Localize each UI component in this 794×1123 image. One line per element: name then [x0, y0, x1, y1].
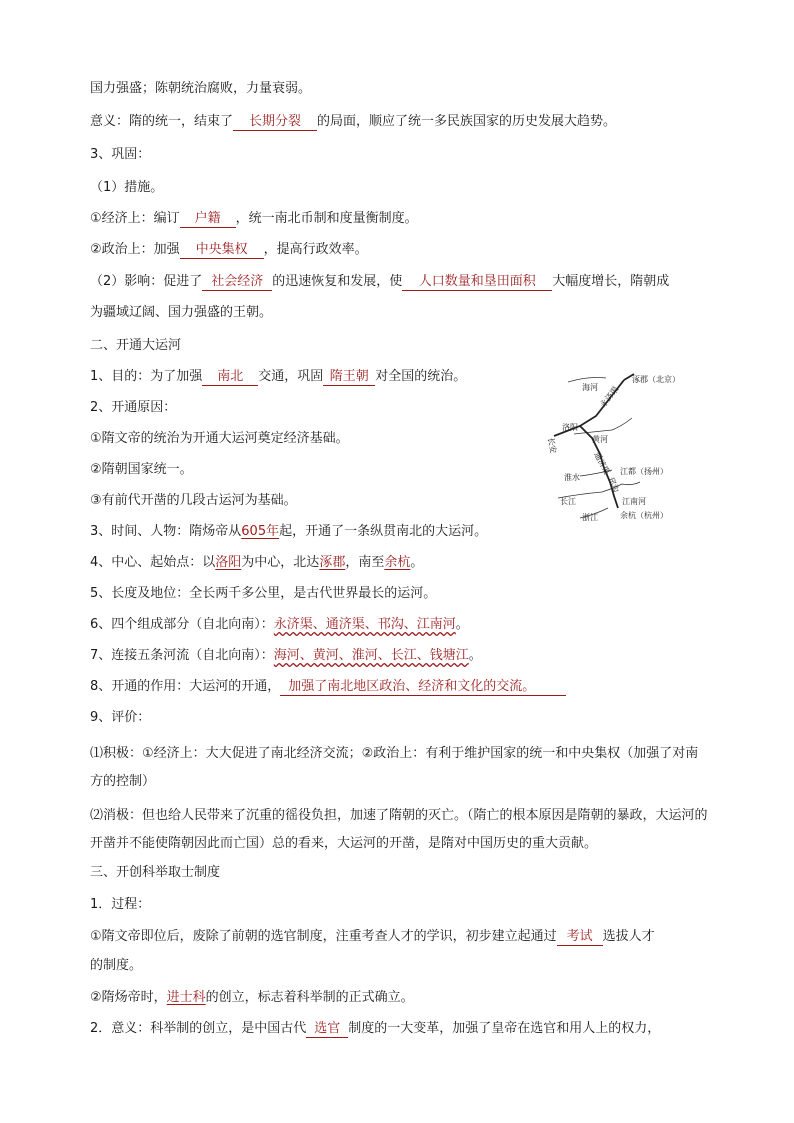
map-label: 邗沟	[606, 475, 621, 494]
map-label: 通济渠	[592, 450, 612, 477]
section-heading: 三、开创科举取士制度	[90, 865, 221, 880]
measure-economy: ①经济上：编订 户籍 ，统一南北币制和度量衡制度。	[90, 211, 418, 226]
answer-text: 永济渠、通济渠、邗沟、江南河	[273, 617, 456, 632]
answer-blank: 隋王朝	[323, 368, 375, 386]
answer-blank: 南北	[202, 368, 258, 386]
answer-text: 进士科	[166, 990, 206, 1005]
process-line: ②隋炀帝时，进士科的创立，标志着科举制的正式确立。	[90, 990, 414, 1005]
effect-line: 8、开通的作用：大运河的开通， 加强了南北地区政治、经济和文化的交流。	[90, 678, 566, 696]
map-label: 黄河	[592, 435, 608, 444]
section-heading: 3、巩固：	[90, 147, 151, 162]
influence-line: （2）影响：促进了 社会经济 的迅速恢复和发展，使 人口数量和垦田面积 大幅度增长，隋朝成	[90, 274, 670, 289]
text-line: 9、评价：	[90, 710, 151, 725]
text-line: 1．过程：	[90, 897, 151, 912]
map-label: 长安	[546, 436, 558, 455]
significance-line: 2．意义：科举制的创立，是中国古代 选官 制度的一大变革，加强了皇帝在选官和用人上的权力，	[90, 1021, 661, 1036]
map-label: 余杭（杭州）	[620, 511, 668, 520]
paragraph: ⑴积极：①经济上：大大促进了南北经济交流；②政治上：有利于维护国家的统一和中央集权（加强了对南方的控制）	[90, 746, 699, 789]
paragraph: ⑵消极：但也给人民带来了沉重的徭役负担，加速了隋朝的灭亡。（隋亡的根本原因是隋朝的暴政，大运河的开凿并不能使隋朝因此而亡国）总的看来，大运河的开凿，是隋对中国历史的重大贡献。	[90, 808, 708, 851]
answer-text: 605年	[241, 524, 280, 539]
answer-text: 洛阳	[215, 555, 242, 570]
time-line: 3、时间、人物：隋炀帝从605年起，开通了一条纵贯南北的大运河。	[90, 524, 488, 539]
map-label: 江南河	[622, 497, 646, 506]
text-line: 5、长度及地位：全长两千多公里，是古代世界最长的运河。	[90, 586, 437, 601]
subheading: （1）措施。	[90, 180, 164, 195]
text-line: 的制度。	[90, 958, 143, 973]
map-label: 淮水	[564, 473, 580, 482]
answer-blank: 考试	[557, 928, 603, 946]
map-label: 涿郡（北京）	[632, 375, 680, 384]
answer-text: 涿郡	[319, 555, 346, 570]
text-line: 为疆域辽阔、国力强盛的王朝。	[90, 305, 273, 320]
answer-blank: 加强了南北地区政治、经济和文化的交流。	[280, 678, 566, 696]
answer-blank: 长期分裂	[233, 113, 317, 131]
rivers-line: 7、连接五条河流（自北向南）：海河、黄河、淮河、长江、钱塘江。	[90, 648, 482, 663]
text-line: ①隋文帝的统治为开通大运河奠定经济基础。	[90, 431, 349, 446]
map-label: 浙江	[582, 513, 598, 522]
text-line: ②隋朝国家统一。	[90, 462, 193, 477]
answer-text: 余杭	[384, 555, 411, 570]
map-label: 海河	[582, 383, 598, 392]
purpose-line: 1、目的：为了加强 南北 交通，巩固 隋王朝 对全国的统治。	[90, 369, 467, 384]
components-line: 6、四个组成部分（自北向南）：永济渠、通济渠、邗沟、江南河。	[90, 617, 469, 632]
answer-blank: 中央集权	[180, 241, 264, 259]
center-line: 4、中心、起始点：以洛阳为中心，北达涿郡，南至余杭。	[90, 555, 424, 570]
grand-canal-map	[540, 368, 700, 528]
map-label: 长江	[560, 497, 576, 506]
map-label: 江都（扬州）	[620, 467, 668, 476]
measure-politics: ②政治上：加强 中央集权 ，提高行政效率。	[90, 242, 368, 257]
process-line: ①隋文帝即位后，废除了前朝的选官制度，注重考查人才的学识，初步建立起通过 考试 选拔人才	[90, 929, 655, 944]
map-label: 永济渠	[598, 384, 621, 410]
text-line: 2、开通原因：	[90, 400, 177, 415]
map-label: 洛阳	[562, 423, 578, 432]
text-line: 国力强盛；陈朝统治腐败，力量衰弱。	[90, 81, 312, 96]
text-line: ③有前代开凿的几段古运河为基础。	[90, 493, 297, 508]
answer-blank: 人口数量和垦田面积	[402, 273, 552, 291]
answer-text: 海河、黄河、淮河、长江、钱塘江	[273, 648, 469, 663]
answer-blank: 社会经济	[202, 273, 272, 291]
answer-blank: 户籍	[180, 210, 236, 228]
significance-line: 意义：隋的统一，结束了 长期分裂 的局面，顺应了统一多民族国家的历史发展大趋势。	[90, 114, 617, 129]
answer-blank: 选官	[306, 1020, 348, 1038]
section-heading: 二、开通大运河	[90, 338, 182, 353]
